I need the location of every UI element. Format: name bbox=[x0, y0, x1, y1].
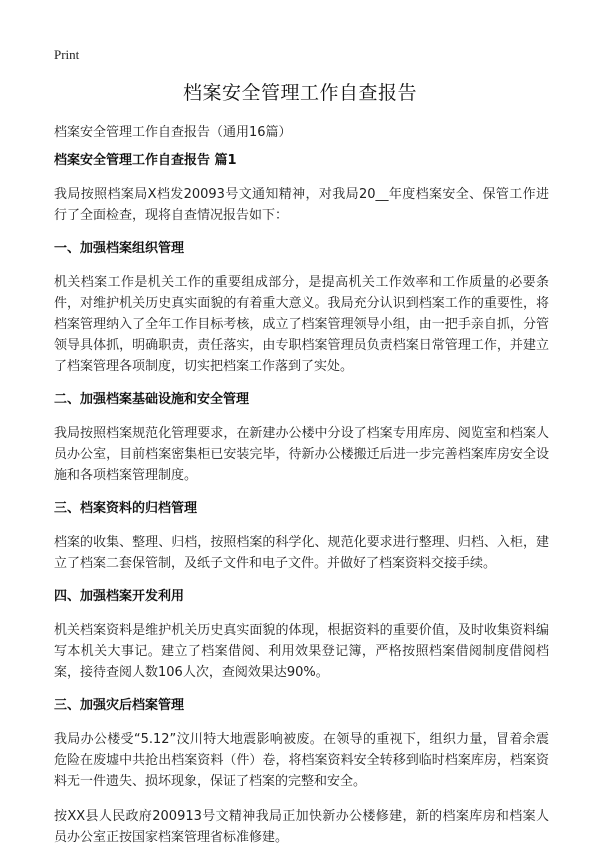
paragraph: 我局办公楼受“5.12”汶川特大地震影响被废。在领导的重视下，组织力量，冒着余震危险在废墟中共抢出档案资料（件）卷，将档案资料安全转移到临时档案库房，档案资料无一件遗失、损坏现象，保证了档案的完整和安全。 bbox=[54, 732, 549, 789]
section-heading: 三、加强灾后档案管理 bbox=[54, 698, 185, 713]
paragraph: 机关档案工作是机关工作的重要组成部分，是提高机关工作效率和工作质量的必要条件，对维护机关历史真实面貌的有着重大意义。我局充分认识到档案工作的重要性，将档案管理纳入了全年工作目标考核，成立了档案管理领导小组，由一把手亲自抓，分管领导具体抓，明确职责，责任落实，由专职档案管理员负责档案日常管理工作，并建立了档案管理各项制度，切实把档案工作落到了实处。 bbox=[54, 275, 549, 374]
document-subtitle: 档案安全管理工作自查报告（通用16篇） bbox=[54, 125, 292, 140]
page-title: 档案安全管理工作自查报告 bbox=[182, 82, 417, 104]
paragraph: 机关档案资料是维护机关历史真实面貌的体现，根据资料的重要价值，及时收集资料编写本机关大事记。建立了档案借阅、利用效果登记簿，严格按照档案借阅制度借阅档案，接待查阅人数106人次，查阅效果达90%。 bbox=[54, 623, 549, 680]
section-heading: 一、加强档案组织管理 bbox=[54, 241, 185, 256]
print-link[interactable]: Print bbox=[54, 47, 80, 62]
paragraph: 按XX县人民政府200913号文精神我局正加快新办公楼修建，新的档案库房和档案人员办公室正按国家档案管理省标准修建。 bbox=[54, 809, 549, 845]
section-heading: 二、加强档案基础设施和安全管理 bbox=[54, 392, 250, 407]
section-heading: 四、加强档案开发利用 bbox=[54, 589, 185, 604]
paragraph: 我局按照档案规范化管理要求，在新建办公楼中分设了档案专用库房、阅览室和档案人员办公室，目前档案密集柜已安装完毕，待新办公楼搬迁后进一步完善档案库房安全设施和各项档案管理制度。 bbox=[54, 426, 549, 483]
paragraph: 我局按照档案局X档发20093号文通知精神，对我局20__年度档案安全、保管工作进行了全面检查，现将自查情况报告如下： bbox=[54, 187, 549, 223]
document-body bbox=[54, 152, 549, 862]
paragraph: 档案的收集、整理、归档，按照档案的科学化、规范化要求进行整理、归档、入柜，建立了档案二套保管制，及纸子文件和电子文件。并做好了档案资料交接手续。 bbox=[54, 535, 549, 571]
section-heading: 三、档案资料的归档管理 bbox=[54, 501, 198, 516]
section-heading: 档案安全管理工作自查报告 篇1 bbox=[54, 153, 237, 168]
